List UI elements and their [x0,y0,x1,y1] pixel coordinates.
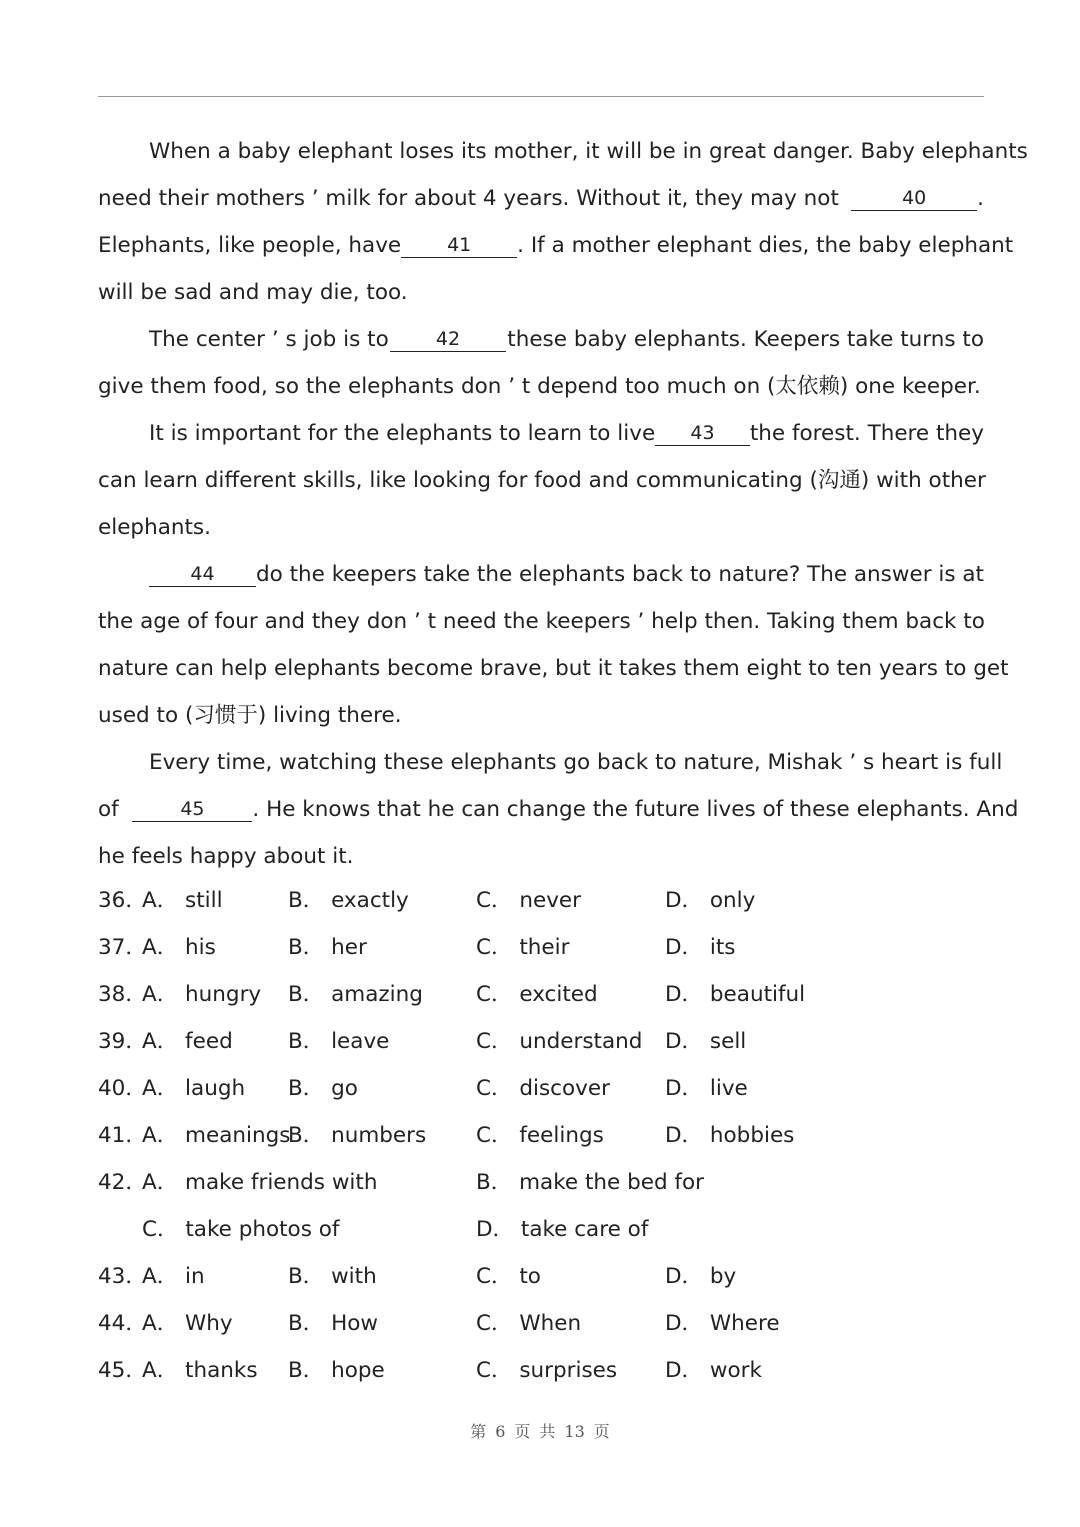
option-a: A． feed [142,1029,233,1054]
option-b: B． leave [288,1029,390,1054]
option-b: B． numbers [288,1123,427,1148]
option-d: D． only [665,888,756,913]
question-number: 39． [98,1029,147,1054]
question-41 [98,1112,984,1159]
passage-line: the age of four and they don ’ t need the keepers ’ help then. Taking them back to [98,609,985,634]
question-39 [98,1018,984,1065]
option-a: A． thanks [142,1358,258,1383]
passage-line: When a baby elephant loses its mother, it will be in great danger. Baby elephants [149,139,1028,164]
passage-line: 44 do the keepers take the elephants back to nature? The answer is at [98,551,984,598]
passage-line: elephants. [98,515,211,540]
option-d: D． hobbies [665,1123,795,1148]
passage-line: Every time, watching these elephants go back to nature, Mishak ’ s heart is full [149,750,1003,775]
option-a: A． still [142,888,223,913]
option-c: C． discover [476,1076,610,1101]
question-number: 40． [98,1076,147,1101]
option-d: D． beautiful [665,982,806,1007]
passage-line: used to (习惯于) living there. [98,703,402,728]
option-c: C． When [476,1311,582,1336]
option-d: D． Where [665,1311,780,1336]
option-a: A． in [142,1264,205,1289]
question-number: 38． [98,982,147,1007]
option-d: D． by [665,1264,737,1289]
option-b: B． with [288,1264,377,1289]
passage-line: Elephants, like people, have 41 . If a mother elephant dies, the baby elephant [98,222,984,269]
option-c: C． take photos of [142,1217,340,1242]
option-a: A． make friends with [142,1170,378,1195]
option-d: D． live [665,1076,748,1101]
option-d: D． take care of [476,1217,649,1242]
reading-passage [98,128,1028,880]
option-b: B． exactly [288,888,409,913]
option-c: C． understand [476,1029,643,1054]
passage-line: give them food, so the elephants don ’ t depend too much on (太依赖) one keeper. [98,374,981,399]
option-c: C． feelings [476,1123,604,1148]
blank-40: 40 [851,175,977,222]
option-c: C． to [476,1264,541,1289]
option-b: B． hope [288,1358,385,1383]
option-b: B． go [288,1076,358,1101]
question-45 [98,1347,984,1394]
question-36 [98,877,984,924]
blank-43: 43 [655,410,750,457]
question-number: 44． [98,1311,147,1336]
question-42-continued [98,1206,984,1253]
option-c: C． never [476,888,581,913]
option-a: A． laugh [142,1076,246,1101]
question-number: 41． [98,1123,147,1148]
blank-41: 41 [401,222,517,269]
option-d: D． its [665,935,736,960]
option-d: D． work [665,1358,762,1383]
option-b: B． make the bed for [476,1170,704,1195]
passage-line: The center ’ s job is to 42 these baby elephants. Keepers take turns to [98,316,984,363]
option-a: A． Why [142,1311,233,1336]
option-a: A． meanings [142,1123,291,1148]
question-42 [98,1159,984,1206]
question-37 [98,924,984,971]
option-c: C． excited [476,982,598,1007]
blank-42: 42 [390,316,506,363]
option-b: B． amazing [288,982,423,1007]
question-43 [98,1253,984,1300]
passage-line: he feels happy about it. [98,844,354,869]
blank-45: 45 [132,786,252,833]
passage-line: of 45 . He knows that he can change the future lives of these elephants. And [98,786,984,833]
question-44 [98,1300,984,1347]
option-b: B． How [288,1311,378,1336]
blank-44: 44 [149,551,256,598]
option-c: C． their [476,935,570,960]
option-d: D． sell [665,1029,747,1054]
option-c: C． surprises [476,1358,618,1383]
passage-line: can learn different skills, like looking for food and communicating (沟通) with other [98,468,986,493]
header-divider [98,96,984,97]
passage-line: It is important for the elephants to learn to live 43 the forest. There they [98,410,984,457]
option-a: A． hungry [142,982,262,1007]
question-number: 45． [98,1358,147,1383]
question-number: 42． [98,1170,147,1195]
question-number: 37． [98,935,147,960]
passage-line: need their mothers ’ milk for about 4 years. Without it, they may not 40 . [98,175,984,222]
passage-line: will be sad and may die, too. [98,280,408,305]
page-footer: 第 6 页 共 13 页 [470,1422,610,1441]
total-pages: 13 [564,1422,585,1441]
page-number: 6 [495,1422,506,1441]
answer-options [98,877,984,1394]
question-number: 43． [98,1264,147,1289]
option-b: B． her [288,935,367,960]
question-number: 36． [98,888,147,913]
question-38 [98,971,984,1018]
passage-line: nature can help elephants become brave, but it takes them eight to ten years to get [98,656,1009,681]
question-40 [98,1065,984,1112]
option-a: A． his [142,935,216,960]
